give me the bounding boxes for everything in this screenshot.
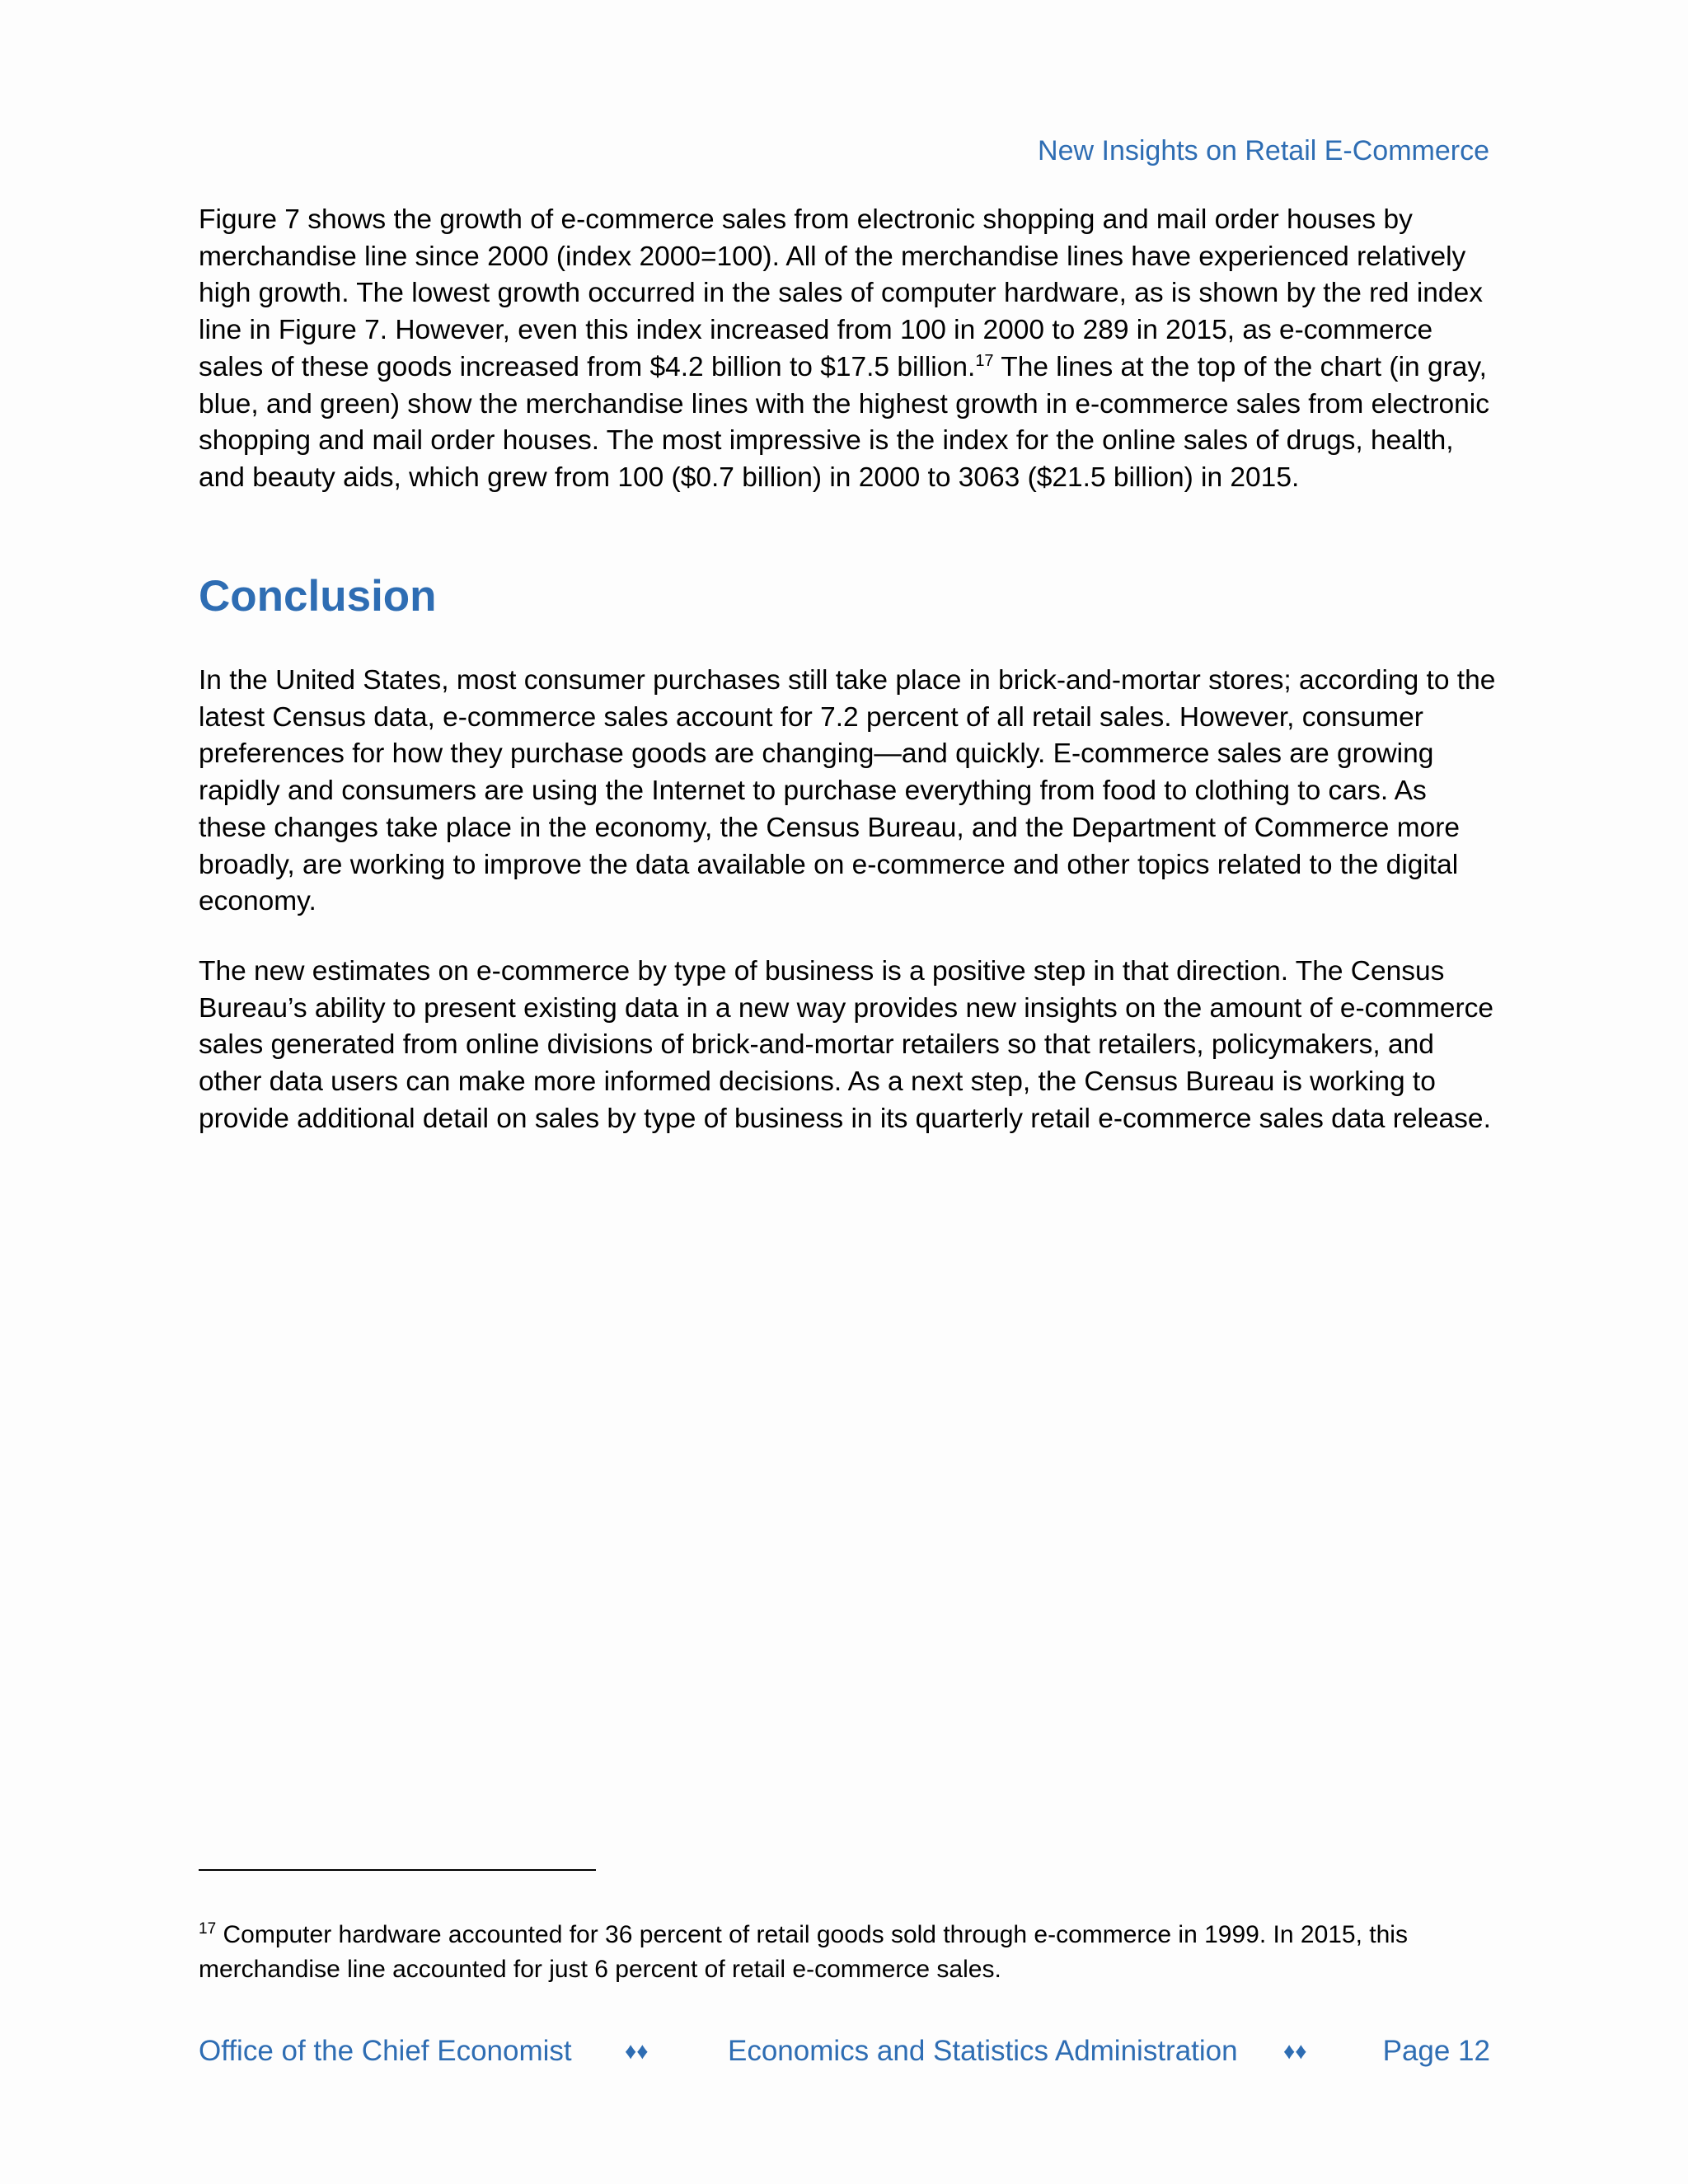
paragraph-text: Figure 7 shows the growth of e-commerce sales from electronic shopping and mail order houses by merchandise line since 2000 (index 2000=100). All of the merchandise lines have experienced relatively high growth. The lowest growth occurred in the sales of computer hardware, as is shown by the red index line in Figure 7. However, even this index increased from 100 in 2000 to 289 in 2015, as e-commerce sales of these goods increased from $4.2 billion to $17.5 billion. xyxy=(199,204,1483,382)
footer-agency: Economics and Statistics Administration xyxy=(728,2035,1238,2067)
page-footer xyxy=(199,2032,1490,2071)
footnote-17 xyxy=(199,1918,1497,1987)
body-paragraph-conclusion-2: The new estimates on e-commerce by type of business is a positive step in that direction. The Census Bureau’s ability to present existing data in a new way provides new insights on the amount of e-commerce sales generated from online divisions of brick-and-mortar retailers so that retailers, policymakers, and other data users can make more informed decisions. As a next step, the Census Bureau is working to provide additional detail on sales by type of business in its quarterly retail e-commerce sales data release. xyxy=(199,956,1493,1134)
footer-diamond-icon: ♦♦ xyxy=(1283,2038,1307,2064)
paragraph-text-continued: The lines at the top of the chart (in gray, blue, and green) show the merchandise lines with the highest growth in e-commerce sales from electronic shopping and mail order houses. The most impressive is the index for the online sales of drugs, health, and beauty aids, which grew from 100 ($0.7 billion) in 2000 to 3063 ($21.5 billion) in 2015. xyxy=(199,351,1489,493)
footnote-separator-rule xyxy=(199,1869,596,1871)
body-paragraph-conclusion-1: In the United States, most consumer purchases still take place in brick-and-mortar stores; according to the latest Census data, e-commerce sales account for 7.2 percent of all retail sales. However, consumer preferences for how they purchase goods are changing—and quickly. E-commerce sales are growing rapidly and consumers are using the Internet to purchase everything from food to clothing to cars. As these changes take place in the economy, the Census Bureau, and the Department of Commerce more broadly, are working to improve the data available on e-commerce and other topics related to the digital economy. xyxy=(199,665,1496,917)
footnote-text: Computer hardware accounted for 36 percent of retail goods sold through e-commerce in 1999. In 2015, this merchandise line accounted for just 6 percent of retail e-commerce sales. xyxy=(199,1921,1408,1983)
conclusion-heading: Conclusion xyxy=(199,572,437,621)
running-header: New Insights on Retail E-Commerce xyxy=(1038,135,1489,166)
footer-page-number: Page 12 xyxy=(1382,2035,1490,2067)
body-paragraph-figure7 xyxy=(199,202,1497,497)
footer-diamond-icon: ♦♦ xyxy=(625,2038,649,2064)
footnote-marker: 17 xyxy=(199,1920,217,1938)
footer-office: Office of the Chief Economist xyxy=(199,2035,572,2067)
footnote-reference-17[interactable]: 17 xyxy=(975,351,994,370)
